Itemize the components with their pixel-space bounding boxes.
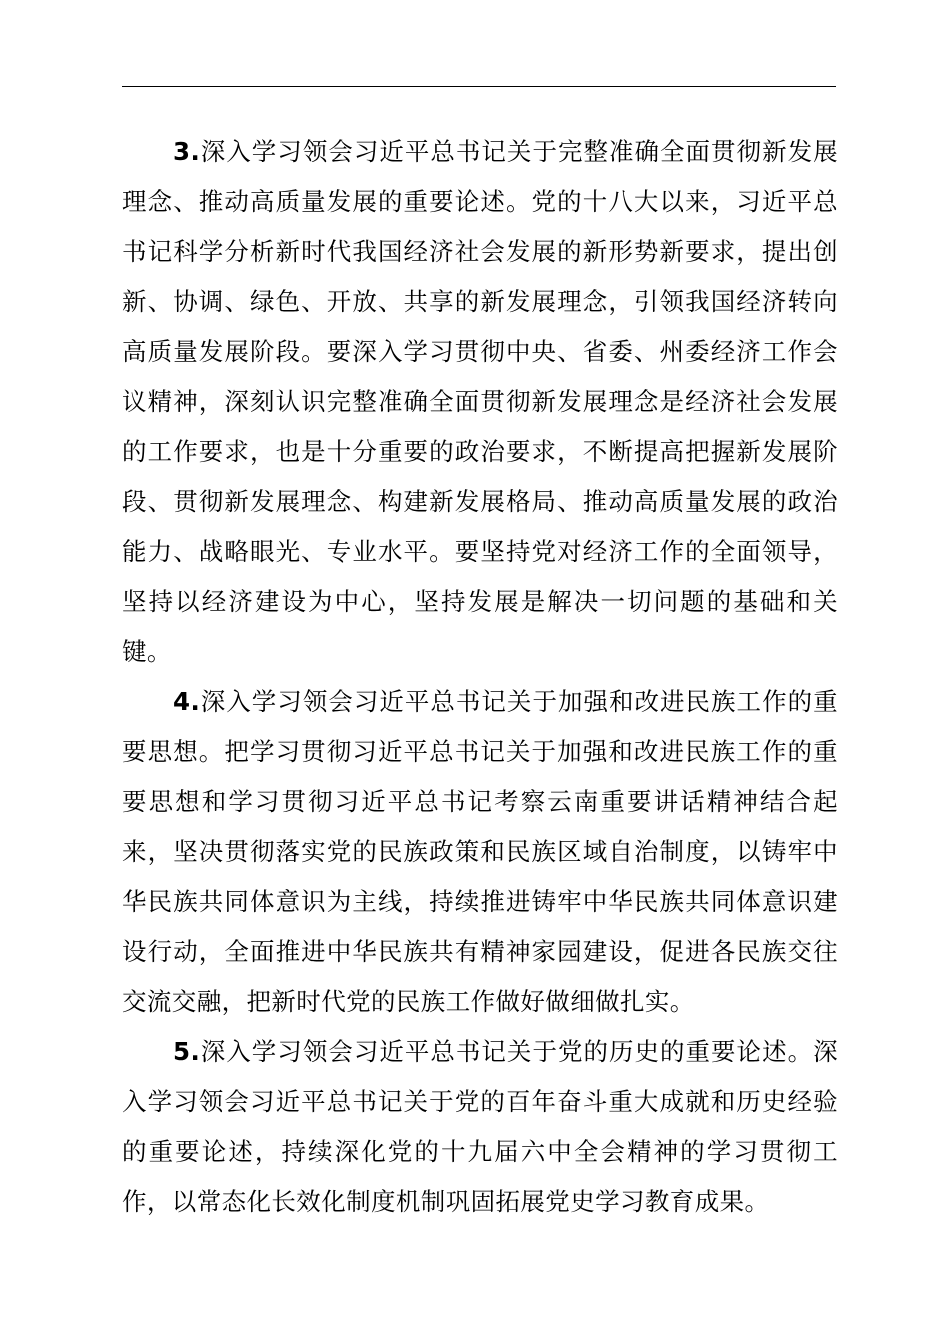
paragraph-3: [122, 127, 838, 677]
header-rule: [122, 86, 836, 87]
paragraph-5: [122, 1027, 838, 1227]
paragraph-text: 深入学习领会习近平总书记关于完整准确全面贯彻新发展理念、推动高质量发展的重要论述。党的十八大以来，习近平总书记科学分析新时代我国经济社会发展的新形势新要求，提出创新、协调、绿色、开放、共享的新发展理念，引领我国经济转向高质量发展阶段。要深入学习贯彻中央、省委、州委经济工作会议精神，深刻认识完整准确全面贯彻新发展理念是经济社会发展的工作要求，也是十分重要的政治要求，不断提高把握新发展阶段、贯彻新发展理念、构建新发展格局、推动高质量发展的政治能力、战略眼光、专业水平。要坚持党对经济工作的全面领导，坚持以经济建设为中心，坚持发展是解决一切问题的基础和关键。: [122, 137, 838, 666]
paragraph-text: 深入学习领会习近平总书记关于加强和改进民族工作的重要思想。把学习贯彻习近平总书记关于加强和改进民族工作的重要思想和学习贯彻习近平总书记考察云南重要讲话精神结合起来，坚决贯彻落实党的民族政策和民族区域自治制度，以铸牢中华民族共同体意识为主线，持续推进铸牢中华民族共同体意识建设行动，全面推进中华民族共有精神家园建设，促进各民族交往交流交融，把新时代党的民族工作做好做细做扎实。: [122, 687, 838, 1016]
paragraph-number: 5.: [173, 1037, 201, 1066]
paragraph-4: [122, 677, 838, 1027]
paragraph-number: 3.: [173, 137, 201, 166]
paragraph-number: 4.: [173, 687, 201, 716]
document-body: [122, 127, 838, 1227]
paragraph-text: 深入学习领会习近平总书记关于党的历史的重要论述。深入学习领会习近平总书记关于党的百年奋斗重大成就和历史经验的重要论述，持续深化党的十九届六中全会精神的学习贯彻工作，以常态化长效化制度机制巩固拓展党史学习教育成果。: [122, 1037, 838, 1216]
